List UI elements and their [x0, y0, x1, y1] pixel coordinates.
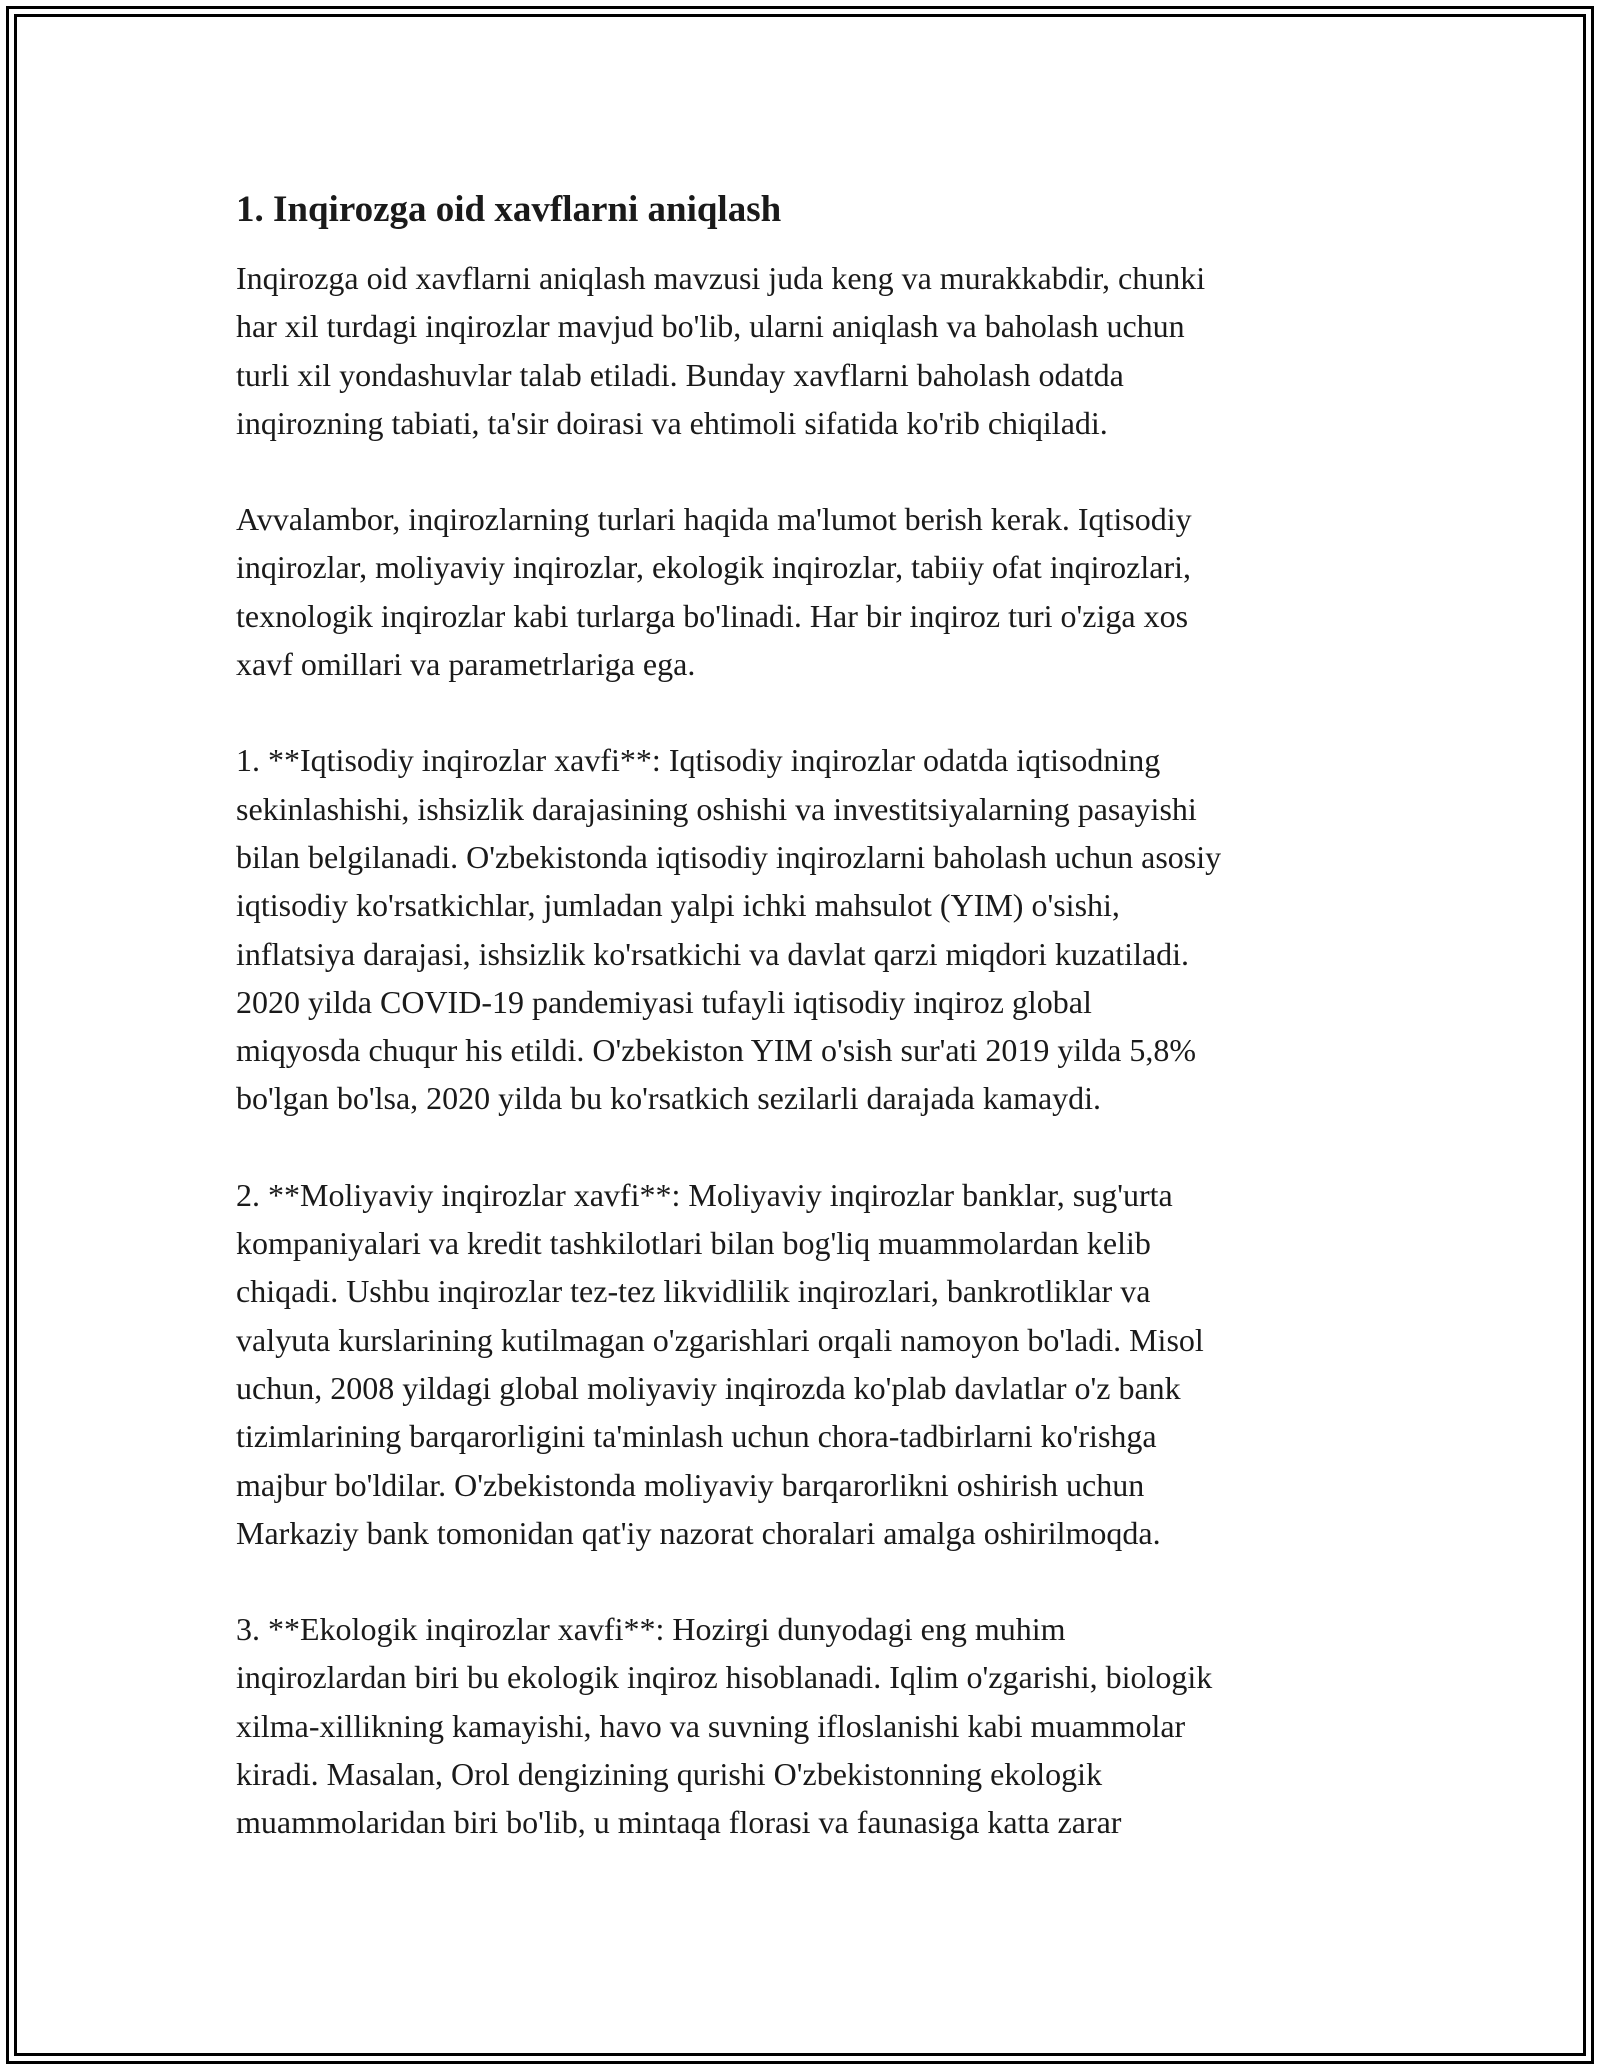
text-line: xilma-xillikning kamayishi, havo va suvning ifloslanishi kabi muammolar	[236, 1707, 1186, 1744]
text-line: miqyosda chuqur his etildi. O'zbekiston YIM o'sish sur'ati 2019 yilda 5,8%	[236, 1032, 1197, 1069]
text-line: valyuta kurslarining kutilmagan o'zgarishlari orqali namoyon bo'ladi. Misol	[236, 1321, 1204, 1358]
text-line: 2020 yilda COVID-19 pandemiyasi tufayli iqtisodiy inqiroz global	[236, 983, 1092, 1020]
text-line: muammolaridan biri bo'lib, u mintaqa florasi va faunasiga katta zarar	[236, 1804, 1122, 1841]
text-line: har xil turdagi inqirozlar mavjud bo'lib, ularni aniqlash va baholash uchun	[236, 308, 1185, 345]
text-line: Inqirozga oid xavflarni aniqlash mavzusi juda keng va murakkabdir, chunki	[236, 260, 1206, 296]
text-line: uchun, 2008 yildagi global moliyaviy inqirozda ko'plab davlatlar o'z bank	[236, 1369, 1181, 1406]
text-line: tizimlarining barqarorligini ta'minlash uchun chora-tadbirlarni ko'rishga	[236, 1418, 1157, 1455]
text-line: kompaniyalari va kredit tashkilotlari bilan bog'liq muammolardan kelib	[236, 1225, 1151, 1262]
text-line: xavf omillari va parametrlariga ega.	[236, 646, 696, 683]
text-line: inqirozlar, moliyaviy inqirozlar, ekologik inqirozlar, tabiiy ofat inqirozlari,	[236, 549, 1191, 586]
text-line: sekinlashishi, ishsizlik darajasining oshishi va investitsiyalarning pasayishi	[236, 790, 1197, 827]
document-body	[236, 186, 1386, 1847]
text-line: 3. **Ekologik inqirozlar xavfi**: Hozirgi dunyodagi eng muhim	[236, 1611, 1066, 1648]
paragraph	[236, 1171, 1386, 1557]
section-heading: 1. Inqirozga oid xavflarni aniqlash	[236, 189, 782, 230]
text-line: kiradi. Masalan, Orol dengizining qurishi O'zbekistonning ekologik	[236, 1756, 1103, 1793]
text-line: inqirozning tabiati, ta'sir doirasi va ehtimoli sifatida ko'rib chiqiladi.	[236, 404, 1108, 441]
text-line: Markaziy bank tomonidan qat'iy nazorat choralari amalga oshirilmoqda.	[236, 1514, 1161, 1551]
paragraph-list	[236, 254, 1386, 1847]
text-line: 1. **Iqtisodiy inqirozlar xavfi**: Iqtisodiy inqirozlar odatda iqtisodning	[236, 742, 1161, 779]
text-line: turli xil yondashuvlar talab etiladi. Bunday xavflarni baholash odatda	[236, 356, 1124, 393]
text-line: majbur bo'ldilar. O'zbekistonda moliyaviy barqarorlikni oshirish uchun	[236, 1466, 1145, 1503]
text-line: inflatsiya darajasi, ishsizlik ko'rsatkichi va davlat qarzi miqdori kuzatiladi.	[236, 935, 1190, 972]
paragraph	[236, 1605, 1386, 1846]
text-line: bo'lgan bo'lsa, 2020 yilda bu ko'rsatkich sezilarli darajada kamaydi.	[236, 1080, 1102, 1117]
text-line: Avvalambor, inqirozlarning turlari haqida ma'lumot berish kerak. Iqtisodiy	[236, 501, 1192, 538]
paragraph	[236, 495, 1386, 688]
text-line: chiqadi. Ushbu inqirozlar tez-tez likvidlilik inqirozlari, bankrotliklar va	[236, 1273, 1151, 1310]
text-line: inqirozlardan biri bu ekologik inqiroz hisoblanadi. Iqlim o'zgarishi, biologik	[236, 1659, 1213, 1696]
text-line: 2. **Moliyaviy inqirozlar xavfi**: Moliyaviy inqirozlar banklar, sug'urta	[236, 1176, 1173, 1213]
paragraph	[236, 736, 1386, 1122]
text-line: iqtisodiy ko'rsatkichlar, jumladan yalpi ichki mahsulot (YIM) o'sishi,	[236, 887, 1120, 924]
paragraph	[236, 254, 1386, 447]
text-line: texnologik inqirozlar kabi turlarga bo'linadi. Har bir inqiroz turi o'ziga xos	[236, 597, 1189, 634]
text-line: bilan belgilanadi. O'zbekistonda iqtisodiy inqirozlarni baholash uchun asosiy	[236, 838, 1222, 875]
